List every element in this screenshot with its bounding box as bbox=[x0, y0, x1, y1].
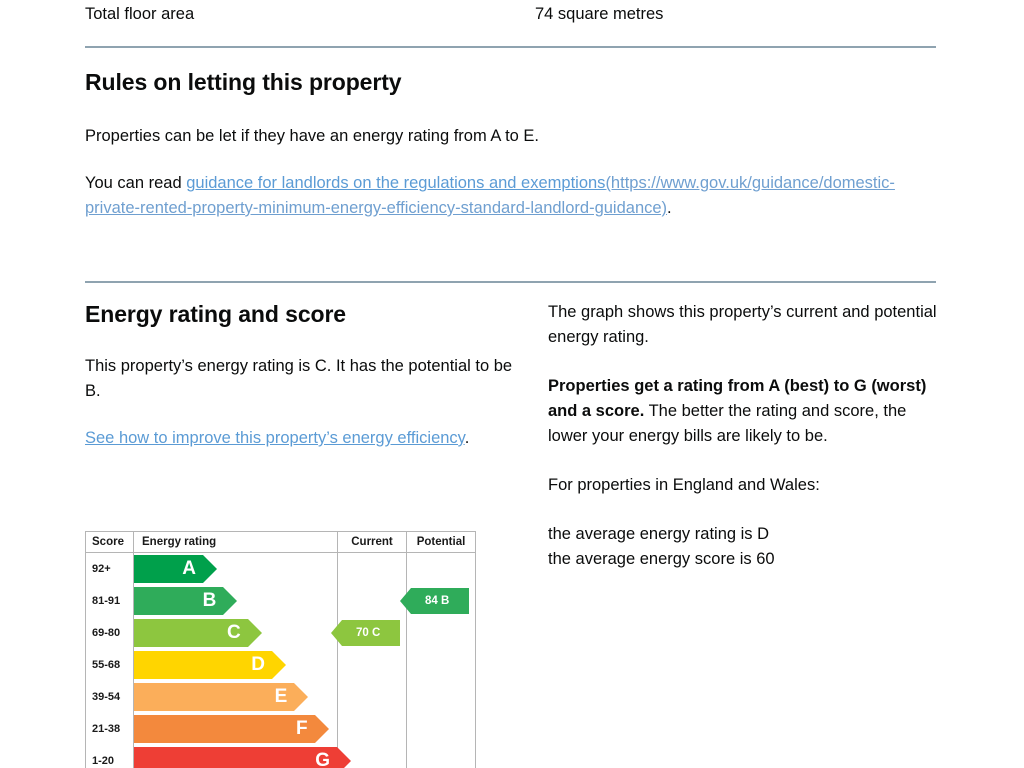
epc-bar-cell-g bbox=[134, 745, 338, 768]
epc-header-potential: Potential bbox=[416, 536, 466, 548]
epc-bar-cell-d bbox=[134, 649, 338, 681]
epc-current-cell-g bbox=[338, 745, 407, 768]
ratings-explanation-bold: Properties get a rating from A (best) to G (worst) and a score. bbox=[548, 377, 927, 420]
epc-score-f: 21-38 bbox=[86, 713, 134, 745]
epc-bar-e: E bbox=[134, 683, 294, 711]
epc-score-d: 55-68 bbox=[86, 649, 134, 681]
guidance-prefix: You can read bbox=[85, 174, 187, 192]
epc-bar-cell-e bbox=[134, 681, 338, 713]
guidance-paragraph bbox=[85, 171, 945, 221]
guidance-suffix: . bbox=[667, 199, 672, 217]
total-floor-area-row bbox=[85, 0, 936, 44]
epc-header-energy-rating: Energy rating bbox=[134, 532, 338, 552]
epc-score-e: 39-54 bbox=[86, 681, 134, 713]
epc-current-cell-b bbox=[338, 585, 407, 617]
epc-row-c bbox=[86, 617, 475, 649]
graph-intro-text: The graph shows this property’s current and potential energy rating. bbox=[548, 303, 937, 346]
improve-efficiency-suffix: . bbox=[464, 429, 470, 447]
total-floor-area-label: Total floor area bbox=[85, 5, 195, 23]
epc-rating-chart bbox=[85, 531, 476, 768]
epc-chart-header bbox=[86, 532, 475, 553]
epc-potential-marker: 84 B bbox=[411, 588, 469, 614]
energy-rating-paragraph: This property’s energy rating is C. It has the potential to be B. bbox=[85, 357, 513, 400]
epc-score-a: 92+ bbox=[86, 553, 134, 585]
epc-bar-g: G bbox=[134, 747, 337, 768]
section-rules-on-letting bbox=[85, 68, 945, 243]
epc-potential-cell-c bbox=[407, 617, 475, 649]
epc-potential-cell-g bbox=[407, 745, 475, 768]
epc-current-cell-e bbox=[338, 681, 407, 713]
epc-header-current: Current bbox=[338, 532, 407, 552]
average-rating-text: the average energy rating is D bbox=[548, 525, 770, 543]
epc-bar-cell-c bbox=[134, 617, 338, 649]
divider-top bbox=[85, 46, 936, 48]
region-intro-text: For properties in England and Wales: bbox=[548, 476, 820, 494]
epc-score-b: 81-91 bbox=[86, 585, 134, 617]
epc-row-b bbox=[86, 585, 475, 617]
improve-efficiency-paragraph bbox=[85, 426, 515, 451]
epc-score-c: 69-80 bbox=[86, 617, 134, 649]
ratings-explanation-rest: The better the rating and score, the lower your energy bills are likely to be. bbox=[548, 402, 907, 445]
epc-bar-cell-f bbox=[134, 713, 338, 745]
divider-middle bbox=[85, 281, 936, 283]
landlord-guidance-link[interactable]: guidance for landlords on the regulations and exemptions bbox=[186, 174, 606, 192]
epc-score-g: 1-20 bbox=[86, 745, 134, 768]
epc-bar-d: D bbox=[134, 651, 272, 679]
epc-row-d bbox=[86, 649, 475, 681]
epc-current-cell-c bbox=[338, 617, 407, 649]
epc-row-e bbox=[86, 681, 475, 713]
epc-bar-cell-a bbox=[134, 553, 338, 585]
epc-bar-cell-b bbox=[134, 585, 338, 617]
epc-bar-b: B bbox=[134, 587, 223, 615]
energy-explanation-column bbox=[548, 300, 948, 572]
landlord-guidance-url[interactable]: (https://www.gov.uk/guidance/domestic-private-rented-property-minimum-energy-efficiency-standard-landlord-guidance) bbox=[85, 174, 895, 217]
epc-row-g bbox=[86, 745, 475, 768]
epc-header-score: Score bbox=[86, 532, 134, 552]
epc-potential-cell-a bbox=[407, 553, 475, 585]
epc-row-a bbox=[86, 553, 475, 585]
epc-bar-c: C bbox=[134, 619, 248, 647]
epc-potential-cell-e bbox=[407, 681, 475, 713]
epc-potential-cell-d bbox=[407, 649, 475, 681]
ratings-explanation-text bbox=[548, 374, 948, 449]
total-floor-area-value: 74 square metres bbox=[535, 5, 664, 23]
epc-current-cell-d bbox=[338, 649, 407, 681]
epc-current-cell-f bbox=[338, 713, 407, 745]
epc-potential-cell-f bbox=[407, 713, 475, 745]
epc-current-marker: 70 C bbox=[342, 620, 400, 646]
rules-on-letting-paragraph: Properties can be let if they have an energy rating from A to E. bbox=[85, 127, 540, 145]
epc-bar-f: F bbox=[134, 715, 315, 743]
energy-rating-heading: Energy rating and score bbox=[85, 301, 346, 327]
epc-chart-body bbox=[86, 553, 475, 768]
improve-efficiency-link[interactable]: See how to improve this property’s energy efficiency bbox=[85, 429, 465, 447]
average-score-text: the average energy score is 60 bbox=[548, 550, 775, 568]
section-energy-rating-score bbox=[85, 300, 515, 473]
rules-on-letting-heading: Rules on letting this property bbox=[85, 69, 402, 95]
epc-current-cell-a bbox=[338, 553, 407, 585]
epc-bar-a: A bbox=[134, 555, 203, 583]
epc-row-f bbox=[86, 713, 475, 745]
epc-potential-cell-b bbox=[407, 585, 475, 617]
